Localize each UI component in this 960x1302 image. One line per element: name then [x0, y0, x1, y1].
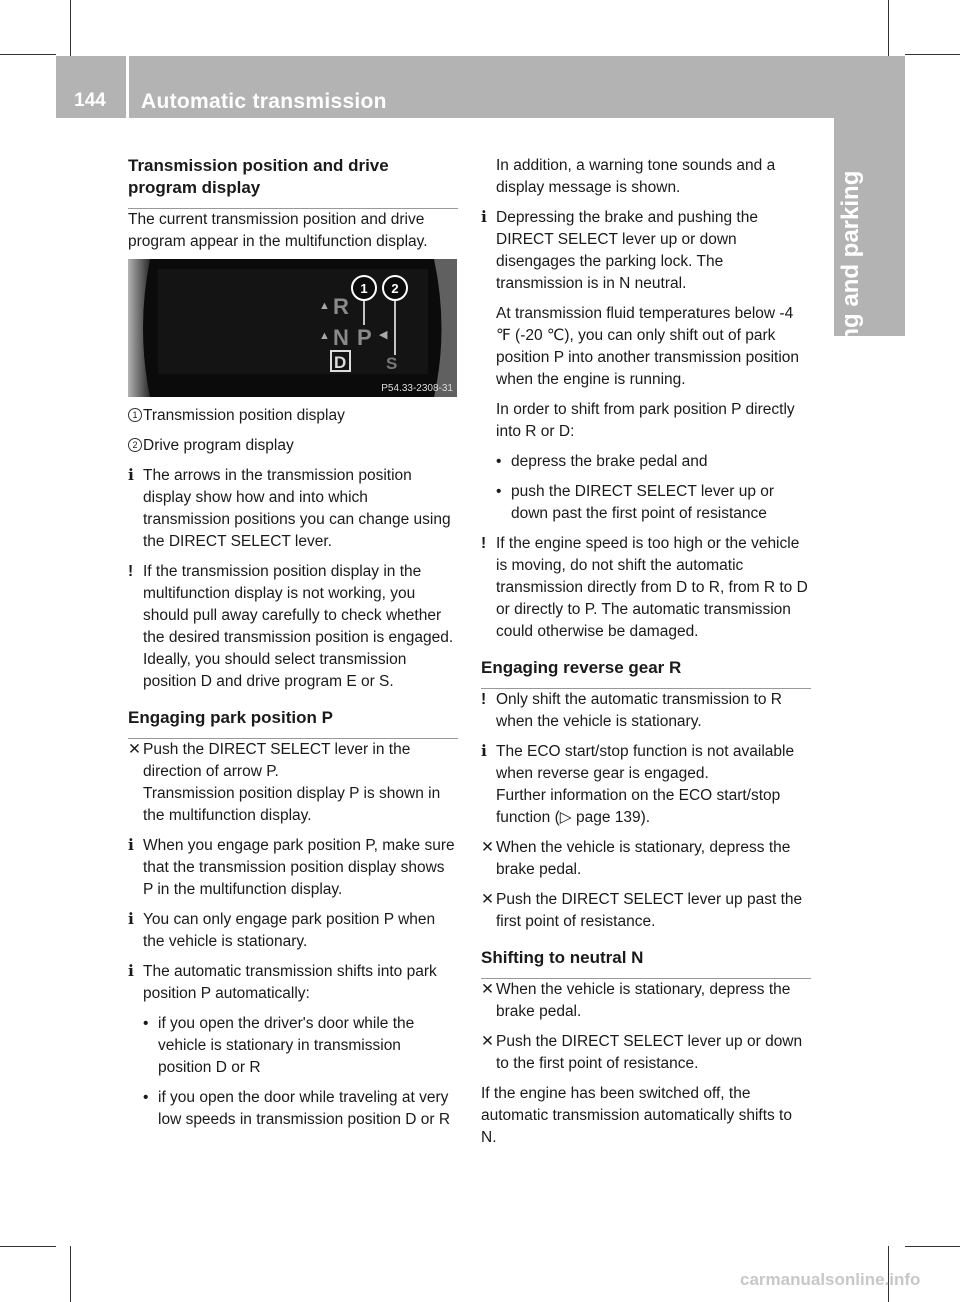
caption-2: [128, 435, 458, 457]
info-note: [128, 909, 458, 953]
bullet-item: [481, 481, 811, 525]
caption-text-2: Drive program display: [143, 437, 294, 454]
info-note: [481, 207, 811, 295]
bullet-icon: •: [143, 1089, 149, 1106]
bullet-text: depress the brake pedal and: [511, 453, 708, 470]
info-note: [128, 465, 458, 553]
info-icon: ℹ: [128, 467, 134, 484]
step-arrow-icon: ✕: [481, 839, 494, 856]
section-tab-label: Driving and parking: [837, 170, 864, 396]
info-text: The automatic transmission shifts into park position P automatically:: [143, 963, 437, 1002]
bullet-icon: •: [496, 483, 502, 500]
warning-icon: !: [481, 535, 487, 552]
info-text-cont: Further information on the ECO start/stop function (▷ page 139).: [496, 787, 781, 826]
multifunction-display-illustration: [128, 259, 457, 397]
step-arrow-icon: ✕: [481, 891, 494, 908]
step-text: Push the DIRECT SELECT lever up or down to the first point of resistance.: [496, 1033, 803, 1072]
display-figure: [128, 259, 457, 397]
info-note: [481, 741, 811, 785]
step-arrow-icon: ✕: [481, 1033, 494, 1050]
svg-text:▲: ▲: [319, 330, 330, 342]
step: [481, 837, 811, 881]
intro-text: The current transmission position and drive program appear in the multifunction display.: [128, 211, 428, 250]
gear-letter-n: N: [333, 325, 349, 350]
svg-text:◀: ◀: [379, 329, 388, 341]
info-icon: ℹ: [128, 963, 134, 980]
step-text: Push the DIRECT SELECT lever up past the first point of resistance.: [496, 891, 803, 930]
step-arrow-icon: ✕: [128, 741, 141, 758]
left-column: [128, 155, 458, 1131]
bullet-text: if you open the door while traveling at very low speeds in transmission position D or R: [158, 1089, 451, 1128]
bullet-icon: •: [496, 453, 502, 470]
page-title: Automatic transmission: [141, 90, 387, 113]
info-text: The arrows in the transmission position display show how and into which transmission positions you can change using the DIRECT SELECT lever.: [143, 467, 451, 550]
info-text: You can only engage park position P when the vehicle is stationary.: [143, 911, 436, 950]
warning-icon: !: [481, 691, 487, 708]
warning-icon: !: [128, 563, 134, 580]
callout-1: 1: [360, 281, 368, 296]
warning-note: [481, 533, 811, 643]
step-result: Transmission position display P is shown in the multifunction display.: [143, 785, 441, 824]
page-number: 144: [74, 90, 106, 111]
warning-note: [481, 689, 811, 733]
warning-note: [128, 561, 458, 693]
caption-1: [128, 405, 458, 427]
step-text: When the vehicle is stationary, depress the brake pedal.: [496, 839, 791, 878]
svg-text:▲: ▲: [319, 300, 330, 312]
gear-letter-d: D: [334, 353, 347, 372]
section-tab-label-wrap: [815, 160, 925, 396]
step-text: Push the DIRECT SELECT lever in the direction of arrow P.: [143, 741, 411, 780]
step: [481, 979, 811, 1023]
info-text-cont: In order to shift from park position P directly into R or D:: [496, 401, 795, 440]
step: [481, 1031, 811, 1075]
watermark: carmanualsonline.info: [740, 1270, 921, 1289]
step: [481, 889, 811, 933]
info-text: The ECO start/stop function is not available when reverse gear is engaged.: [496, 743, 795, 782]
step-arrow-icon: ✕: [481, 981, 494, 998]
info-icon: ℹ: [481, 209, 487, 226]
caption-text-1: Transmission position display: [143, 407, 345, 424]
caption-number-2: 2: [128, 438, 142, 452]
gear-letter-r: R: [333, 294, 349, 319]
gear-letter-p: P: [357, 325, 372, 350]
bullet-item: [128, 1013, 458, 1079]
callout-2: 2: [391, 281, 399, 296]
info-text-cont: At transmission fluid temperatures below -4 ℉ (-20 ℃), you can only shift out of park position P into another transmission position when the engine is running.: [496, 305, 799, 388]
info-icon: ℹ: [481, 743, 487, 760]
section-heading: Engaging reverse gear R: [481, 657, 811, 689]
info-note: [128, 961, 458, 1005]
step-text: When the vehicle is stationary, depress the brake pedal.: [496, 981, 791, 1020]
info-note: [128, 835, 458, 901]
caption-number-1: 1: [128, 408, 142, 422]
info-icon: ℹ: [128, 911, 134, 928]
section-heading: Engaging park position P: [128, 707, 458, 739]
bullet-text: push the DIRECT SELECT lever up or down past the first point of resistance: [511, 483, 775, 522]
info-icon: ℹ: [128, 837, 134, 854]
section-heading: Transmission position and drive program display: [128, 155, 458, 209]
section-heading: Shifting to neutral N: [481, 947, 811, 979]
warning-text: If the engine speed is too high or the vehicle is moving, do not shift the automatic transmission directly from D to R, from R to D or directly to P. The automatic transmission could otherwise be damaged.: [496, 535, 808, 640]
bullet-item: [128, 1087, 458, 1131]
figure-code: P54.33-2308-31: [381, 383, 453, 394]
drive-program-s: S: [386, 354, 398, 373]
bullet-item: [481, 451, 811, 473]
step: [128, 739, 458, 783]
header-divider: [126, 56, 129, 118]
bullet-text: if you open the driver's door while the vehicle is stationary in transmission position D or R: [158, 1015, 415, 1076]
info-text: When you engage park position P, make sure that the transmission position display shows P in the multifunction display.: [143, 837, 455, 898]
warning-text: Only shift the automatic transmission to R when the vehicle is stationary.: [496, 691, 783, 730]
bullet-icon: •: [143, 1015, 149, 1032]
right-column: [481, 155, 811, 1149]
paragraph: If the engine has been switched off, the automatic transmission automatically shifts to N.: [481, 1085, 792, 1146]
paragraph: In addition, a warning tone sounds and a display message is shown.: [496, 157, 776, 196]
warning-text: If the transmission position display in the multifunction display is not working, you should pull away carefully to check whether the desired transmission position is engaged. Ideally, you should select transmission position D and drive program E or S.: [143, 563, 454, 690]
info-text: Depressing the brake and pushing the DIRECT SELECT lever up or down disengages the parking lock. The transmission is in N neutral.: [496, 209, 758, 292]
